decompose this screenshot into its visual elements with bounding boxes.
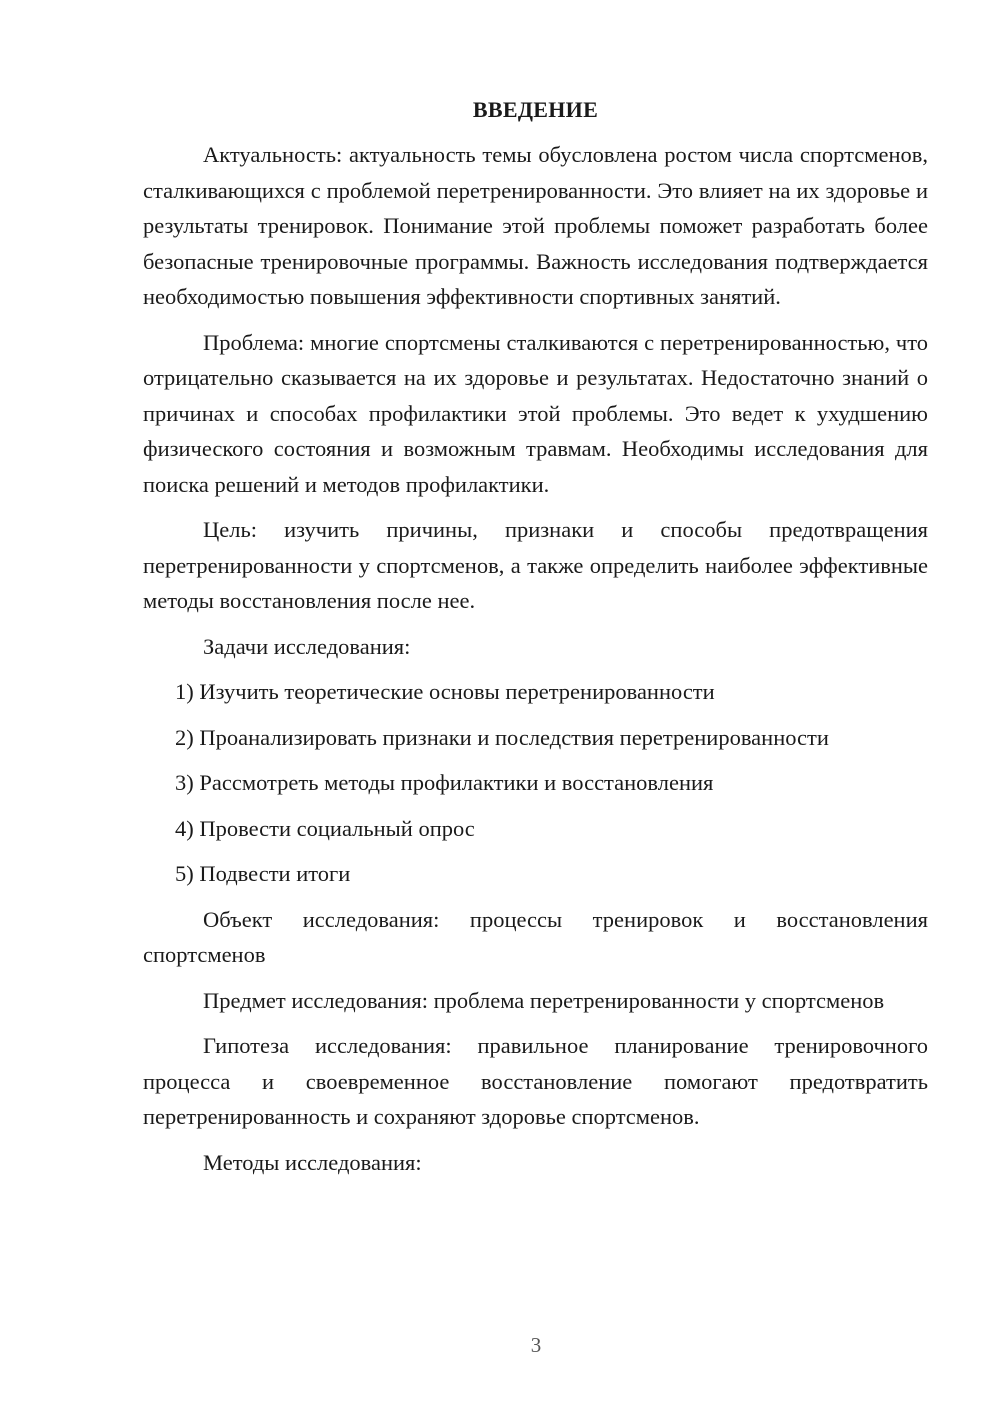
list-item: 3) Рассмотреть методы профилактики и восстановления: [175, 770, 714, 795]
page-number: 3: [530, 1333, 542, 1357]
list-item: 4) Провести социальный опрос: [175, 815, 475, 841]
tasks-list: [143, 674, 928, 892]
list-item: 2) Проанализировать признаки и последствия перетренированности: [175, 724, 829, 750]
paragraph-object: Объект исследования: процессы тренировок и восстановления спортсменов: [143, 906, 928, 967]
paragraph-problem: Проблема: многие спортсмены сталкиваются с перетренированностью, что отрицательно сказывается на их здоровье и результатах. Недостаточно знаний о причинах и способах профилактики этой проблемы. Это ведет к ухудшению физического состояния и возможным травмам. Необходимы исследования для поиска решений и методов профилактики.: [143, 329, 928, 497]
list-item: 1) Изучить теоретические основы перетренированности: [175, 679, 715, 704]
paragraph-relevance: Актуальность: актуальность темы обусловлена ростом числа спортсменов, сталкивающихся с проблемой перетренированности. Это влияет на их здоровье и результаты тренировок. Понимание этой проблемы поможет разработать более безопасные тренировочные программы. Важность исследования подтверждается необходимостью повышения эффективности спортивных занятий.: [143, 142, 928, 309]
paragraph-hypothesis: Гипотеза исследования: правильное планирование тренировочного процесса и своевременное восстановление помогают предотвратить перетренированность и сохраняют здоровье спортсменов.: [143, 1033, 928, 1129]
methods-heading: Методы исследования:: [203, 1149, 422, 1175]
tasks-heading: Задачи исследования:: [203, 633, 411, 659]
document-page: [143, 95, 928, 1190]
paragraph-subject: Предмет исследования: проблема перетренированности у спортсменов: [203, 987, 885, 1013]
paragraph-goal: Цель: изучить причины, признаки и способы предотвращения перетренированности у спортсменов, а также определить наиболее эффективные методы восстановления после нее.: [143, 517, 928, 613]
section-title: ВВЕДЕНИЕ: [472, 97, 599, 122]
list-item: 5) Подвести итоги: [175, 861, 351, 886]
